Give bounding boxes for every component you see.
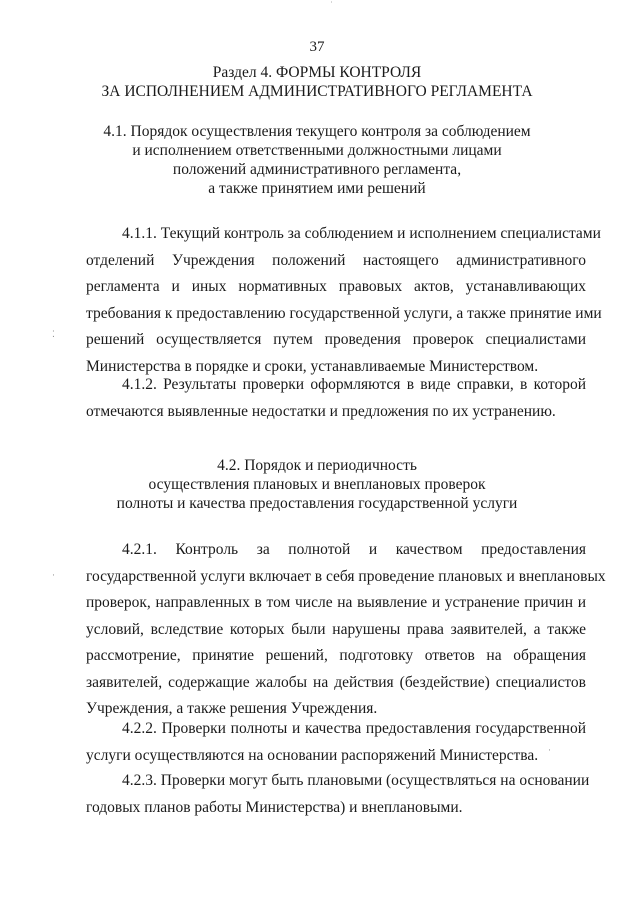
subsection-4-2-heading	[0, 456, 634, 513]
text-line: 4.2.1. Контроль за полнотой и качеством предоставления	[122, 541, 586, 558]
text-line: отмечаются выявленные недостатки и предложения по их устранению.	[86, 402, 556, 420]
text-line: услуги осуществляются на основании распоряжений Министерства.	[86, 746, 539, 764]
text-line: регламента и иных нормативных правовых актов, устанавливающих	[86, 278, 586, 295]
text-line: 4.1.2. Результаты проверки оформляются в виде справки, в которой	[122, 376, 586, 393]
scan-speck: ·	[548, 745, 551, 755]
section-title-line-2: ЗА ИСПОЛНЕНИЕМ АДМИНИСТРАТИВНОГО РЕГЛАМЕНТА	[101, 83, 533, 100]
text-line: проверок, направленных в том числе на выявление и устранение причин и	[86, 594, 586, 611]
paragraph-4-2-3	[86, 768, 590, 821]
text-line: рассмотрение, принятие решений, подготовку ответов на обращения	[86, 647, 586, 664]
text-line: 4.1.1. Текущий контроль за соблюдением и исполнением специалистами	[122, 225, 601, 242]
heading-line: полноты и качества предоставления государственной услуги	[116, 495, 518, 512]
scan-speck: ·	[52, 570, 55, 580]
section-title-line-1: Раздел 4. ФОРМЫ КОНТРОЛЯ	[212, 64, 422, 81]
heading-line: 4.2. Порядок и периодичность	[217, 457, 417, 474]
text-line: условий, вследствие которых были нарушены права заявителей, а также	[86, 620, 586, 638]
subsection-4-1-heading	[0, 122, 634, 198]
paragraph-4-2-1	[86, 537, 606, 723]
paragraph-4-1-2	[86, 372, 586, 425]
page-number: 37	[309, 39, 325, 55]
text-line: годовых планов работы Министерства) и внеплановыми.	[86, 798, 463, 816]
heading-line: положений административного регламента,	[172, 161, 462, 178]
scan-speck: ⁚	[52, 329, 55, 339]
paragraph-4-2-2	[86, 716, 586, 769]
scan-speck: ˙	[330, 0, 333, 10]
text-line: заявителей, содержащие жалобы на действия (бездействие) специалистов	[86, 673, 586, 691]
heading-line: осуществления плановых и внеплановых проверок	[148, 476, 486, 493]
text-line: государственной услуги включает в себя проведение плановых и внеплановых	[86, 567, 606, 585]
section-title	[0, 63, 634, 101]
heading-line: и исполнением ответственными должностными лицами	[132, 142, 502, 159]
heading-line: а также принятием ими решений	[208, 180, 426, 197]
paragraph-4-1-1	[86, 221, 602, 380]
text-line: отделений Учреждения положений настоящего административного	[86, 251, 586, 269]
text-line: Учреждения, а также решения Учреждения.	[86, 700, 378, 717]
text-line: Министерства в порядке и сроки, устанавливаемые Министерством.	[86, 357, 539, 375]
heading-line: 4.1. Порядок осуществления текущего контроля за соблюдением	[103, 123, 531, 140]
text-line: требования к предоставлению государственной услуги, а также принятие ими	[86, 304, 602, 322]
text-line: решений осуществляется путем проведения проверок специалистами	[86, 331, 586, 348]
text-line: 4.2.2. Проверки полноты и качества предоставления государственной	[122, 720, 586, 737]
text-line: 4.2.3. Проверки могут быть плановыми (осуществляться на основании	[122, 772, 590, 789]
